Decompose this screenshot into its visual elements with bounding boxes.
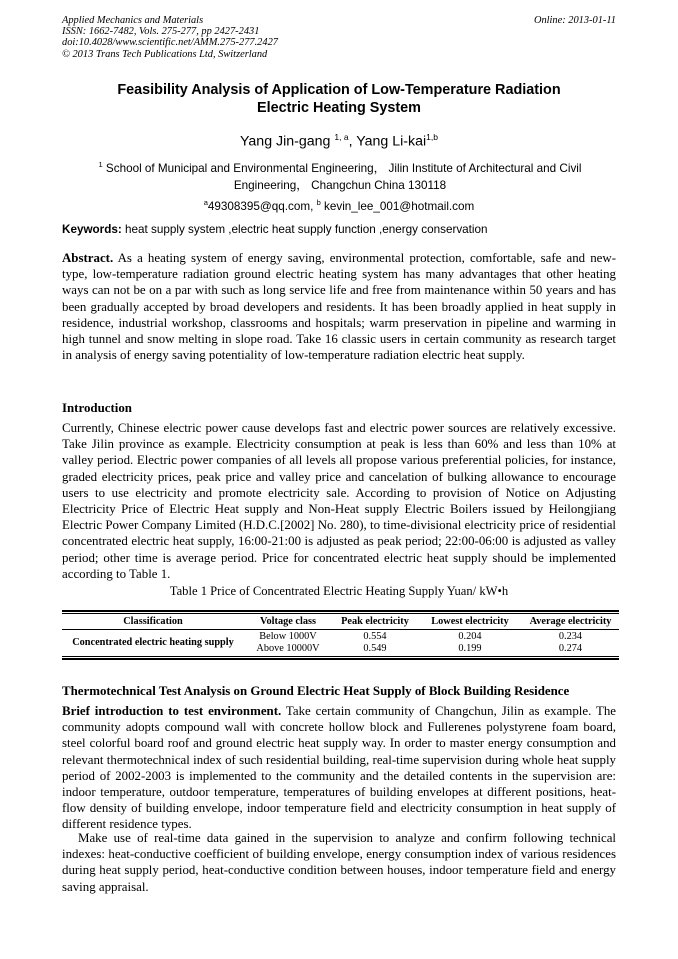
row-2-average: 0.274 — [558, 643, 583, 654]
abstract-label: Abstract. — [62, 251, 114, 265]
journal-issn: ISSN: 1662-7482, Vols. 275-277, pp 2427-2431 — [62, 26, 260, 38]
table-top-rule — [62, 610, 619, 612]
header-voltage-class: Voltage class — [260, 616, 316, 627]
journal-name: Applied Mechanics and Materials — [62, 15, 204, 26]
table-bottom-rule — [62, 658, 619, 660]
row-1-voltage: Below 1000V — [259, 631, 317, 642]
row-2-lowest: 0.199 — [458, 643, 482, 654]
header-classification: Classification — [123, 616, 183, 627]
table-header-rule — [62, 629, 619, 630]
introduction-text: Currently, Chinese electric power cause develops fast and electric power sources are relatively excessive. Take Jilin province as example. Electricity consumption at peak is less than 60% and less than 10% at valley period. Electric power companies of all levels all propose various preferential policies, for instance, graded electricity prices, peak price and valley price and cancelation of bulking allowance to encourage users to use electricity and promote electricity sale. According to provision of Notice on Adjusting Electricity Price of Electric Heat supply and Non-Heat supply Electric Boilers issued by Heilongjiang Electric Power Company Limited (H.D.C.[2002] No. 280), to time-divisional electricity price of residential concentrated electric heat supply, 16:00-21:00 is adjusted as peak period; 22:00-06:00 is adjusted as valley period; other time is average period. Price for concentrated electric heat supply should be implemented according to Table 1. — [62, 421, 616, 581]
header-lowest-electricity: Lowest electricity — [431, 616, 509, 627]
section2-paragraph-2: Make use of real-time data gained in the supervision to analyze and confirm following technical indexes: heat-conductive coefficient of building envelope, energy consumption index of various residences during heat supply period, heat-conductive condition between houses, indoor temperature field and energy saving appraisal. — [62, 831, 616, 894]
row-1-average: 0.234 — [558, 631, 583, 642]
email-b-mark: b — [316, 198, 321, 207]
section2-heading: Thermotechnical Test Analysis on Ground Electric Heat Supply of Block Building Residence — [62, 684, 570, 698]
section2-sublabel: Brief introduction to test environment. — [62, 704, 282, 718]
title-line-2: Electric Heating System — [257, 99, 421, 116]
author-2-affiliation-mark: 1,b — [426, 132, 438, 142]
affiliation — [70, 156, 610, 194]
affiliation-line-2: Engineering， Changchun China 130118 — [233, 178, 447, 192]
header-average-electricity: Average electricity — [529, 616, 612, 627]
table-caption: Table 1 Price of Concentrated Electric Heating Supply Yuan/ kW•h — [169, 584, 509, 598]
table-bottom-rule-inner — [62, 656, 619, 657]
row-2-peak: 0.549 — [363, 643, 387, 654]
table-top-rule-inner — [62, 613, 619, 614]
abstract — [62, 250, 616, 363]
journal-header — [62, 15, 616, 60]
journal-doi: doi:10.4028/www.scientific.net/AMM.275-277.2427 — [62, 37, 278, 49]
author-emails — [62, 195, 616, 214]
author-line — [62, 128, 616, 151]
email-b[interactable]: kevin_lee_001@hotmail.com — [320, 199, 475, 213]
section2-body: Take certain community of Changchun, Jilin as example. The community adopts compound wall with concrete hollow block and Fullerenes polystyrene foam board, steel colorful board roof and ground electric heat supply way. In order to master energy consumption and relevant thermotechnical index of such residential building, real-time supervision during whole heat supply period of 2002-2003 is implemented to the community and the detailed contents in the supervision are: indoor temperature, outdoor temperature, temperatures of building envelopes at different positions, heat-flow density of building envelope, indoor temperature field and electricity consumption in heat supply of different residence types. — [62, 704, 617, 832]
author-1-affiliation-mark: 1, a — [334, 132, 349, 142]
keywords-label: Keywords: — [62, 223, 122, 236]
journal-copyright: © 2013 Trans Tech Publications Ltd, Switzerland — [62, 48, 268, 60]
abstract-text: As a heating system of energy saving, environmental protection, comfortable, safe and new-type, low-temperature radiation ground electric heating system has many advantages that other heating ways can not be on a par with such as long service life and free from maintenance within 50 years and has been gradually accepted by broad developers and residents. It has been broadly applied in heat supply in residence, industrial workshop, classrooms and hospitals; warm preservation in pipeline and warming in high tunnel and snow melting in slope road. Take 16 classic users in certain community as research target in analysis of energy saving potentiality of low-temperature radiation electric heat supply. — [62, 251, 616, 363]
section2-text — [62, 703, 616, 833]
row-1-peak: 0.554 — [363, 631, 387, 642]
row-1-lowest: 0.204 — [458, 631, 482, 642]
email-a[interactable]: 49308395@qq.com, — [207, 199, 317, 213]
author-separator: , — [348, 133, 357, 150]
email-a-mark: a — [203, 198, 208, 207]
keywords — [62, 222, 616, 237]
author-1: Yang Jin-gang — [240, 133, 335, 150]
title-line-1: Feasibility Analysis of Application of Low-Temperature Radiation — [117, 82, 561, 98]
author-2: Yang Li-kai — [356, 133, 427, 150]
online-date: Online: 2013-01-11 — [533, 15, 616, 26]
row-classification: Concentrated electric heating supply — [72, 637, 234, 648]
affiliation-mark: 1 — [98, 160, 103, 169]
row-2-voltage: Above 10000V — [256, 643, 320, 654]
affiliation-line-1: School of Municipal and Environmental Engineering， Jilin Institute of Architectural and Civil — [102, 161, 582, 175]
paper-title — [62, 82, 616, 117]
header-peak-electricity: Peak electricity — [341, 616, 409, 627]
introduction-heading: Introduction — [62, 401, 132, 415]
keywords-text: heat supply system ,electric heat supply function ,energy conservation — [121, 223, 488, 236]
